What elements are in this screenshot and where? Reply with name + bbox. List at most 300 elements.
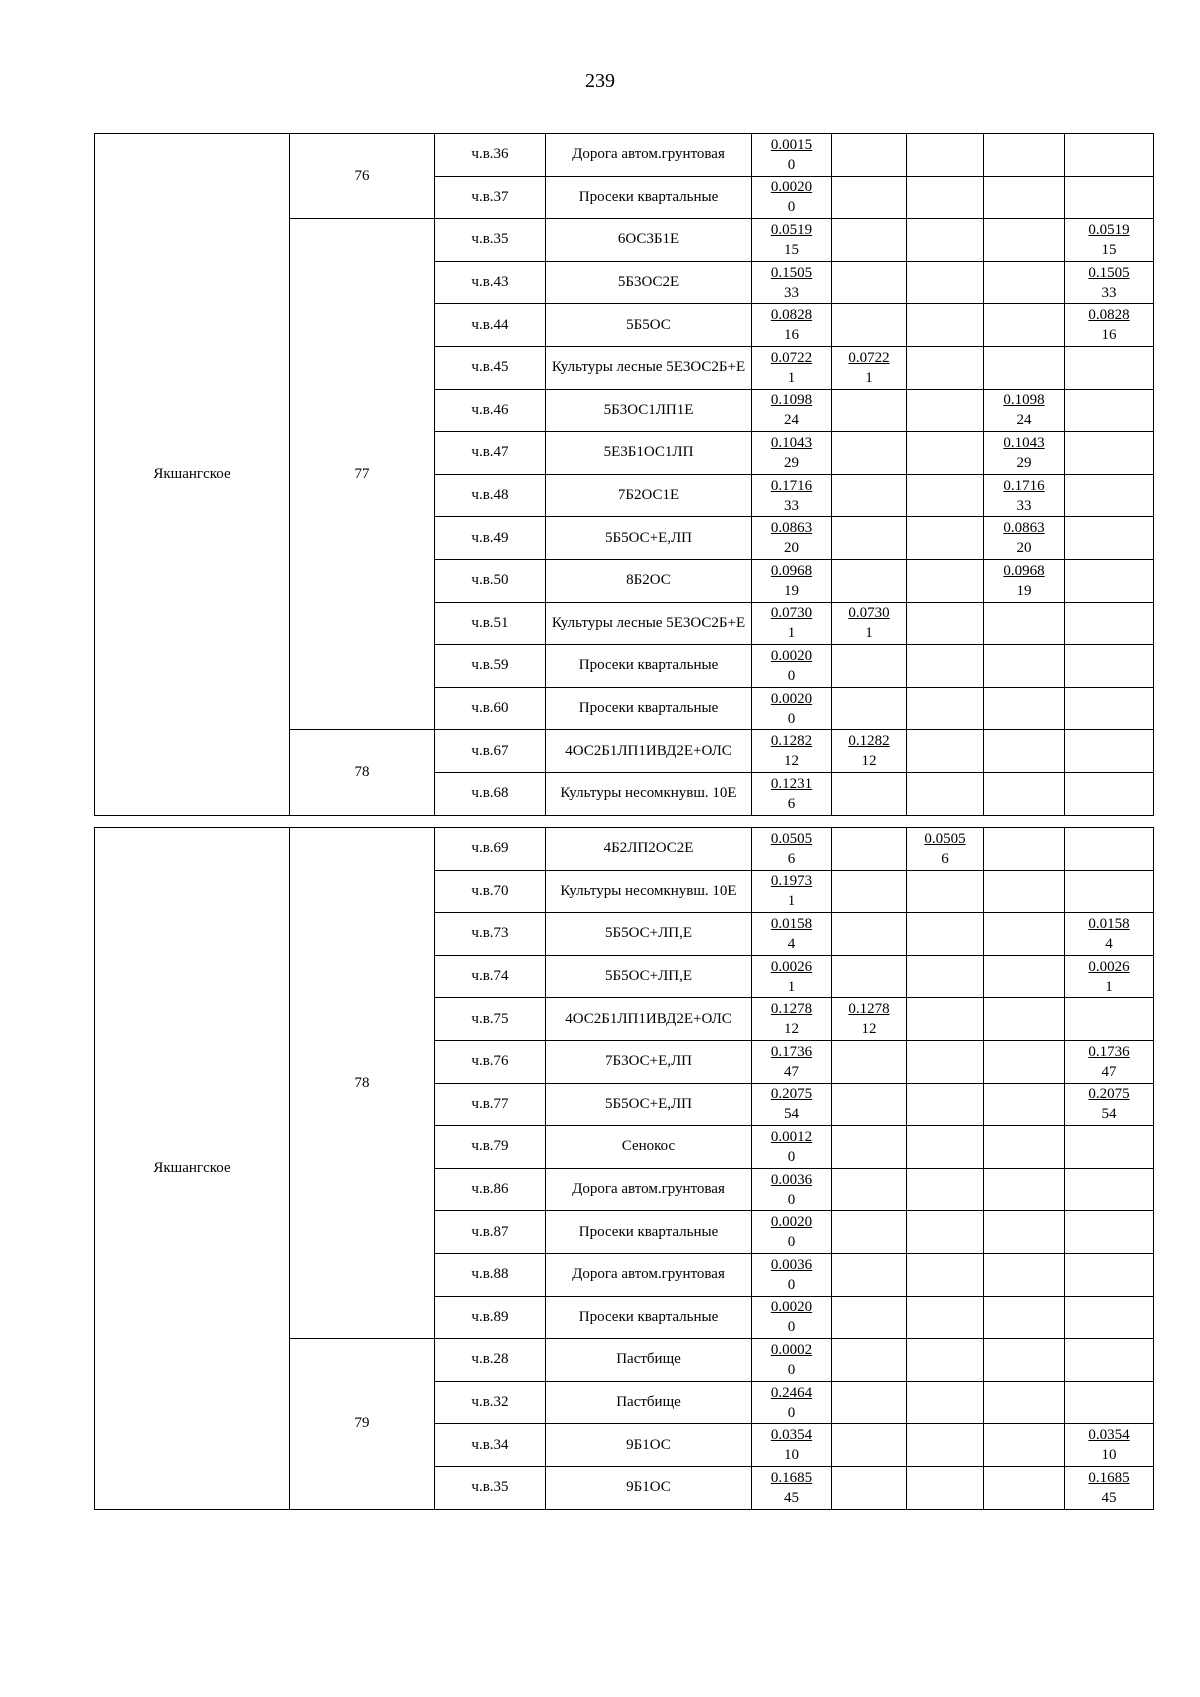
value-cell — [984, 1211, 1065, 1254]
value-cell — [752, 645, 832, 688]
table-row — [95, 134, 1154, 177]
value-cell — [1065, 304, 1154, 347]
value-cell — [984, 1466, 1065, 1509]
value-cell — [1065, 1083, 1154, 1126]
value-cell — [832, 730, 907, 773]
area-value: 0.0015 — [770, 136, 813, 153]
count-value: 0 — [787, 199, 796, 216]
value-cell — [1065, 432, 1154, 475]
description-text: 9Б1ОС — [626, 1436, 671, 1453]
area-value: 0.1098 — [770, 392, 813, 409]
value-cell — [752, 389, 832, 432]
value-cell — [832, 772, 907, 815]
area-value: 0.0354 — [770, 1427, 813, 1444]
area-value: 0.0036 — [770, 1256, 813, 1273]
description-cell — [546, 261, 752, 304]
area-fraction — [771, 957, 812, 997]
table-body — [95, 828, 1154, 1510]
area-fraction — [771, 731, 812, 771]
value-cell — [984, 955, 1065, 998]
area-value: 0.2075 — [770, 1086, 813, 1103]
count-value: 4 — [787, 935, 796, 952]
value-cell — [907, 1083, 984, 1126]
description-cell — [546, 1211, 752, 1254]
value-cell — [1065, 730, 1154, 773]
count-value: 54 — [1101, 1106, 1117, 1123]
value-cell — [984, 870, 1065, 913]
value-cell — [984, 730, 1065, 773]
value-cell — [832, 134, 907, 177]
area-fraction — [771, 177, 812, 217]
description-text: Культуры несомкнувш. 10Е — [560, 785, 737, 802]
count-value: 0 — [787, 1148, 796, 1165]
description-cell — [546, 176, 752, 219]
description-cell — [546, 772, 752, 815]
part-cell: ч.в.77 — [435, 1083, 546, 1126]
value-cell — [752, 1040, 832, 1083]
description-text: Просеки квартальные — [578, 700, 719, 717]
value-cell — [907, 346, 984, 389]
area-value: 0.0020 — [770, 1299, 813, 1316]
value-cell — [907, 602, 984, 645]
value-cell — [752, 1083, 832, 1126]
area-value: 0.0863 — [770, 520, 813, 537]
area-value: 0.1716 — [1003, 477, 1045, 494]
value-cell — [832, 176, 907, 219]
value-cell — [984, 432, 1065, 475]
count-value: 45 — [784, 1489, 799, 1506]
value-cell — [1065, 1126, 1154, 1169]
table-body — [95, 134, 1154, 816]
area-fraction — [1003, 518, 1044, 558]
value-cell — [1065, 1381, 1154, 1424]
value-cell — [752, 134, 832, 177]
value-cell — [1065, 219, 1154, 262]
value-cell — [907, 772, 984, 815]
area-fraction — [771, 999, 812, 1039]
value-cell — [752, 559, 832, 602]
value-cell — [832, 517, 907, 560]
description-text: 4ОС2Б1ЛП1ИВД2Е+ОЛС — [565, 1010, 732, 1027]
value-cell — [1065, 1339, 1154, 1382]
area-fraction — [1088, 1042, 1129, 1082]
value-cell — [907, 389, 984, 432]
value-cell — [907, 1040, 984, 1083]
area-value: 0.1736 — [1088, 1043, 1130, 1060]
count-value: 33 — [784, 497, 799, 514]
count-value: 10 — [1101, 1447, 1117, 1464]
description-text: Культуры лесные 5Е3ОС2Б+Е — [551, 614, 746, 631]
value-cell — [832, 1339, 907, 1382]
area-value: 0.2075 — [1088, 1086, 1130, 1103]
area-value: 0.1098 — [1003, 392, 1045, 409]
part-cell: ч.в.46 — [435, 389, 546, 432]
area-value: 0.0519 — [770, 221, 813, 238]
count-value: 0 — [787, 1276, 796, 1293]
area-value: 0.1231 — [770, 775, 813, 792]
value-cell — [984, 1040, 1065, 1083]
count-value: 24 — [784, 412, 799, 429]
part-cell: ч.в.32 — [435, 1381, 546, 1424]
value-cell — [907, 559, 984, 602]
value-cell — [832, 1424, 907, 1467]
area-value: 0.1685 — [1088, 1469, 1130, 1486]
value-cell — [907, 261, 984, 304]
table-row — [95, 828, 1154, 871]
value-cell — [1065, 955, 1154, 998]
value-cell — [1065, 389, 1154, 432]
value-cell — [832, 304, 907, 347]
area-value: 0.0026 — [1088, 958, 1130, 975]
value-cell — [984, 602, 1065, 645]
quarter-cell: 77 — [290, 219, 435, 730]
value-cell — [907, 1253, 984, 1296]
value-cell — [1065, 1466, 1154, 1509]
forest-table-2 — [94, 827, 1154, 1510]
part-cell: ч.в.73 — [435, 913, 546, 956]
value-cell — [984, 1083, 1065, 1126]
area-value: 0.1278 — [848, 1001, 890, 1018]
description-cell — [546, 389, 752, 432]
area-value: 0.1043 — [770, 434, 813, 451]
value-cell — [984, 1126, 1065, 1169]
area-value: 0.0020 — [770, 179, 813, 196]
value-cell — [984, 517, 1065, 560]
value-cell — [832, 687, 907, 730]
description-cell — [546, 1040, 752, 1083]
area-value: 0.1043 — [1003, 434, 1045, 451]
value-cell — [1065, 687, 1154, 730]
value-cell — [984, 1381, 1065, 1424]
description-text: 9Б1ОС — [626, 1479, 671, 1496]
area-value: 0.0026 — [770, 958, 813, 975]
value-cell — [832, 1381, 907, 1424]
part-cell: ч.в.44 — [435, 304, 546, 347]
description-cell — [546, 828, 752, 871]
part-cell: ч.в.88 — [435, 1253, 546, 1296]
area-fraction — [1088, 263, 1129, 303]
area-fraction — [771, 1084, 812, 1124]
value-cell — [752, 828, 832, 871]
description-cell — [546, 730, 752, 773]
description-text: Культуры несомкнувш. 10Е — [560, 882, 737, 899]
area-fraction — [771, 689, 812, 729]
value-cell — [984, 998, 1065, 1041]
count-value: 12 — [861, 1021, 877, 1038]
value-cell — [907, 1466, 984, 1509]
description-text: Сенокос — [621, 1138, 676, 1155]
count-value: 15 — [784, 241, 799, 258]
count-value: 0 — [787, 667, 796, 684]
value-cell — [907, 998, 984, 1041]
value-cell — [907, 432, 984, 475]
description-cell — [546, 998, 752, 1041]
count-value: 1 — [787, 625, 796, 642]
value-cell — [832, 1168, 907, 1211]
value-cell — [832, 602, 907, 645]
part-cell: ч.в.75 — [435, 998, 546, 1041]
part-cell: ч.в.70 — [435, 870, 546, 913]
value-cell — [1065, 474, 1154, 517]
description-text: Просеки квартальные — [578, 1308, 719, 1325]
value-cell — [984, 828, 1065, 871]
value-cell — [984, 1253, 1065, 1296]
value-cell — [752, 1253, 832, 1296]
area-fraction — [771, 263, 812, 303]
count-value: 19 — [784, 582, 799, 599]
area-value: 0.1716 — [770, 477, 813, 494]
description-cell — [546, 474, 752, 517]
value-cell — [752, 687, 832, 730]
area-fraction — [771, 1127, 812, 1167]
value-cell — [832, 913, 907, 956]
area-value: 0.2464 — [770, 1384, 813, 1401]
area-fraction — [1088, 220, 1129, 260]
area-value: 0.0730 — [770, 605, 813, 622]
count-value: 6 — [787, 795, 796, 812]
value-cell — [984, 219, 1065, 262]
part-cell: ч.в.76 — [435, 1040, 546, 1083]
value-cell — [1065, 1296, 1154, 1339]
count-value: 0 — [787, 1191, 796, 1208]
count-value: 47 — [784, 1063, 799, 1080]
part-cell: ч.в.50 — [435, 559, 546, 602]
count-value: 6 — [787, 850, 796, 867]
count-value: 0 — [787, 156, 796, 173]
area-value: 0.1282 — [770, 733, 813, 750]
count-value: 54 — [784, 1106, 799, 1123]
value-cell — [1065, 1168, 1154, 1211]
value-cell — [832, 955, 907, 998]
value-cell — [1065, 134, 1154, 177]
description-text: 5Б5ОС+Е,ЛП — [604, 1095, 692, 1112]
area-value: 0.1505 — [1088, 264, 1130, 281]
description-text: 4Б2ЛП2ОС2Е — [603, 840, 694, 857]
value-cell — [752, 1168, 832, 1211]
description-text: Пастбище — [616, 1394, 681, 1411]
count-value: 0 — [787, 710, 796, 727]
area-fraction — [771, 348, 812, 388]
value-cell — [1065, 346, 1154, 389]
area-value: 0.0158 — [770, 915, 813, 932]
description-text: Просеки квартальные — [578, 188, 719, 205]
value-cell — [984, 687, 1065, 730]
part-cell: ч.в.60 — [435, 687, 546, 730]
description-cell — [546, 1083, 752, 1126]
value-cell — [907, 1381, 984, 1424]
value-cell — [832, 1296, 907, 1339]
description-cell — [546, 304, 752, 347]
description-cell — [546, 432, 752, 475]
count-value: 15 — [1101, 241, 1117, 258]
value-cell — [907, 1296, 984, 1339]
value-cell — [907, 1211, 984, 1254]
area-fraction — [771, 135, 812, 175]
description-cell — [546, 955, 752, 998]
value-cell — [832, 1466, 907, 1509]
value-cell — [832, 1211, 907, 1254]
value-cell — [907, 1168, 984, 1211]
part-cell: ч.в.34 — [435, 1424, 546, 1467]
part-cell: ч.в.69 — [435, 828, 546, 871]
area-fraction — [1088, 1468, 1129, 1508]
value-cell — [752, 730, 832, 773]
area-value: 0.0722 — [770, 349, 813, 366]
area-fraction — [771, 646, 812, 686]
value-cell — [832, 1040, 907, 1083]
area-value: 0.0020 — [770, 647, 813, 664]
quarter-cell: 78 — [290, 828, 435, 1339]
settlement-cell: Якшангское — [95, 828, 290, 1510]
value-cell — [752, 474, 832, 517]
area-value: 0.0002 — [770, 1341, 813, 1358]
value-cell — [752, 432, 832, 475]
value-cell — [984, 134, 1065, 177]
value-cell — [832, 828, 907, 871]
part-cell: ч.в.37 — [435, 176, 546, 219]
count-value: 4 — [1105, 935, 1113, 952]
area-fraction — [771, 1170, 812, 1210]
value-cell — [1065, 1424, 1154, 1467]
area-fraction — [771, 774, 812, 814]
value-cell — [752, 998, 832, 1041]
value-cell — [907, 645, 984, 688]
value-cell — [832, 1083, 907, 1126]
count-value: 45 — [1101, 1489, 1117, 1506]
value-cell — [752, 346, 832, 389]
value-cell — [1065, 645, 1154, 688]
value-cell — [832, 559, 907, 602]
value-cell — [752, 1126, 832, 1169]
area-value: 0.0722 — [848, 349, 890, 366]
part-cell: ч.в.35 — [435, 219, 546, 262]
area-fraction — [771, 914, 812, 954]
area-fraction — [1088, 305, 1129, 345]
count-value: 33 — [1101, 284, 1117, 301]
description-text: 5Б3ОС1ЛП1Е — [603, 401, 694, 418]
count-value: 16 — [1101, 327, 1117, 344]
area-fraction — [1003, 390, 1044, 430]
description-cell — [546, 219, 752, 262]
description-cell — [546, 645, 752, 688]
count-value: 6 — [941, 850, 949, 867]
area-value: 0.1282 — [848, 733, 890, 750]
description-cell — [546, 1296, 752, 1339]
area-value: 0.1685 — [770, 1469, 813, 1486]
value-cell — [752, 1211, 832, 1254]
part-cell: ч.в.89 — [435, 1296, 546, 1339]
value-cell — [984, 1296, 1065, 1339]
area-fraction — [1003, 476, 1044, 516]
count-value: 1 — [865, 625, 873, 642]
area-value: 0.0863 — [1003, 520, 1045, 537]
description-text: Просеки квартальные — [578, 1223, 719, 1240]
page-number: 239 — [585, 70, 615, 92]
value-cell — [907, 304, 984, 347]
part-cell: ч.в.68 — [435, 772, 546, 815]
area-fraction — [771, 1340, 812, 1380]
value-cell — [752, 1424, 832, 1467]
value-cell — [1065, 1211, 1154, 1254]
area-fraction — [771, 1468, 812, 1508]
part-cell: ч.в.79 — [435, 1126, 546, 1169]
area-value: 0.0968 — [1003, 562, 1045, 579]
area-fraction — [771, 1212, 812, 1252]
value-cell — [752, 1296, 832, 1339]
area-value: 0.0730 — [848, 605, 890, 622]
area-fraction — [924, 829, 965, 869]
count-value: 33 — [784, 284, 799, 301]
area-value: 0.0020 — [770, 690, 813, 707]
area-fraction — [771, 433, 812, 473]
description-text: 7Б3ОС+Е,ЛП — [604, 1053, 692, 1070]
description-cell — [546, 1424, 752, 1467]
value-cell — [832, 219, 907, 262]
area-fraction — [771, 1042, 812, 1082]
value-cell — [984, 346, 1065, 389]
area-value: 0.1278 — [770, 1001, 813, 1018]
area-value: 0.0158 — [1088, 915, 1130, 932]
description-cell — [546, 1381, 752, 1424]
area-value: 0.1505 — [770, 264, 813, 281]
area-fraction — [1088, 957, 1129, 997]
area-value: 0.0012 — [770, 1128, 813, 1145]
value-cell — [832, 389, 907, 432]
value-cell — [907, 1339, 984, 1382]
value-cell — [984, 559, 1065, 602]
area-fraction — [771, 871, 812, 911]
count-value: 20 — [784, 540, 799, 557]
description-cell — [546, 1168, 752, 1211]
value-cell — [832, 645, 907, 688]
description-cell — [546, 602, 752, 645]
value-cell — [984, 913, 1065, 956]
value-cell — [1065, 913, 1154, 956]
part-cell: ч.в.67 — [435, 730, 546, 773]
count-value: 1 — [787, 893, 796, 910]
area-fraction — [848, 348, 889, 388]
value-cell — [832, 261, 907, 304]
area-fraction — [1088, 1425, 1129, 1465]
value-cell — [752, 176, 832, 219]
area-fraction — [771, 220, 812, 260]
description-text: 5Б5ОС+Е,ЛП — [604, 529, 692, 546]
description-cell — [546, 1339, 752, 1382]
value-cell — [1065, 559, 1154, 602]
count-value: 0 — [787, 1234, 796, 1251]
count-value: 47 — [1101, 1063, 1117, 1080]
area-fraction — [771, 561, 812, 601]
area-value: 0.0354 — [1088, 1427, 1130, 1444]
count-value: 1 — [787, 978, 796, 995]
count-value: 29 — [784, 454, 799, 471]
value-cell — [832, 998, 907, 1041]
value-cell — [752, 913, 832, 956]
area-value: 0.0828 — [770, 307, 813, 324]
settlement-cell: Якшангское — [95, 134, 290, 816]
area-fraction — [771, 390, 812, 430]
value-cell — [984, 1424, 1065, 1467]
description-text: Пастбище — [616, 1351, 681, 1368]
area-fraction — [771, 829, 812, 869]
description-cell — [546, 687, 752, 730]
count-value: 1 — [865, 369, 873, 386]
area-fraction — [771, 518, 812, 558]
value-cell — [907, 913, 984, 956]
area-fraction — [848, 731, 889, 771]
part-cell: ч.в.49 — [435, 517, 546, 560]
value-cell — [752, 1381, 832, 1424]
